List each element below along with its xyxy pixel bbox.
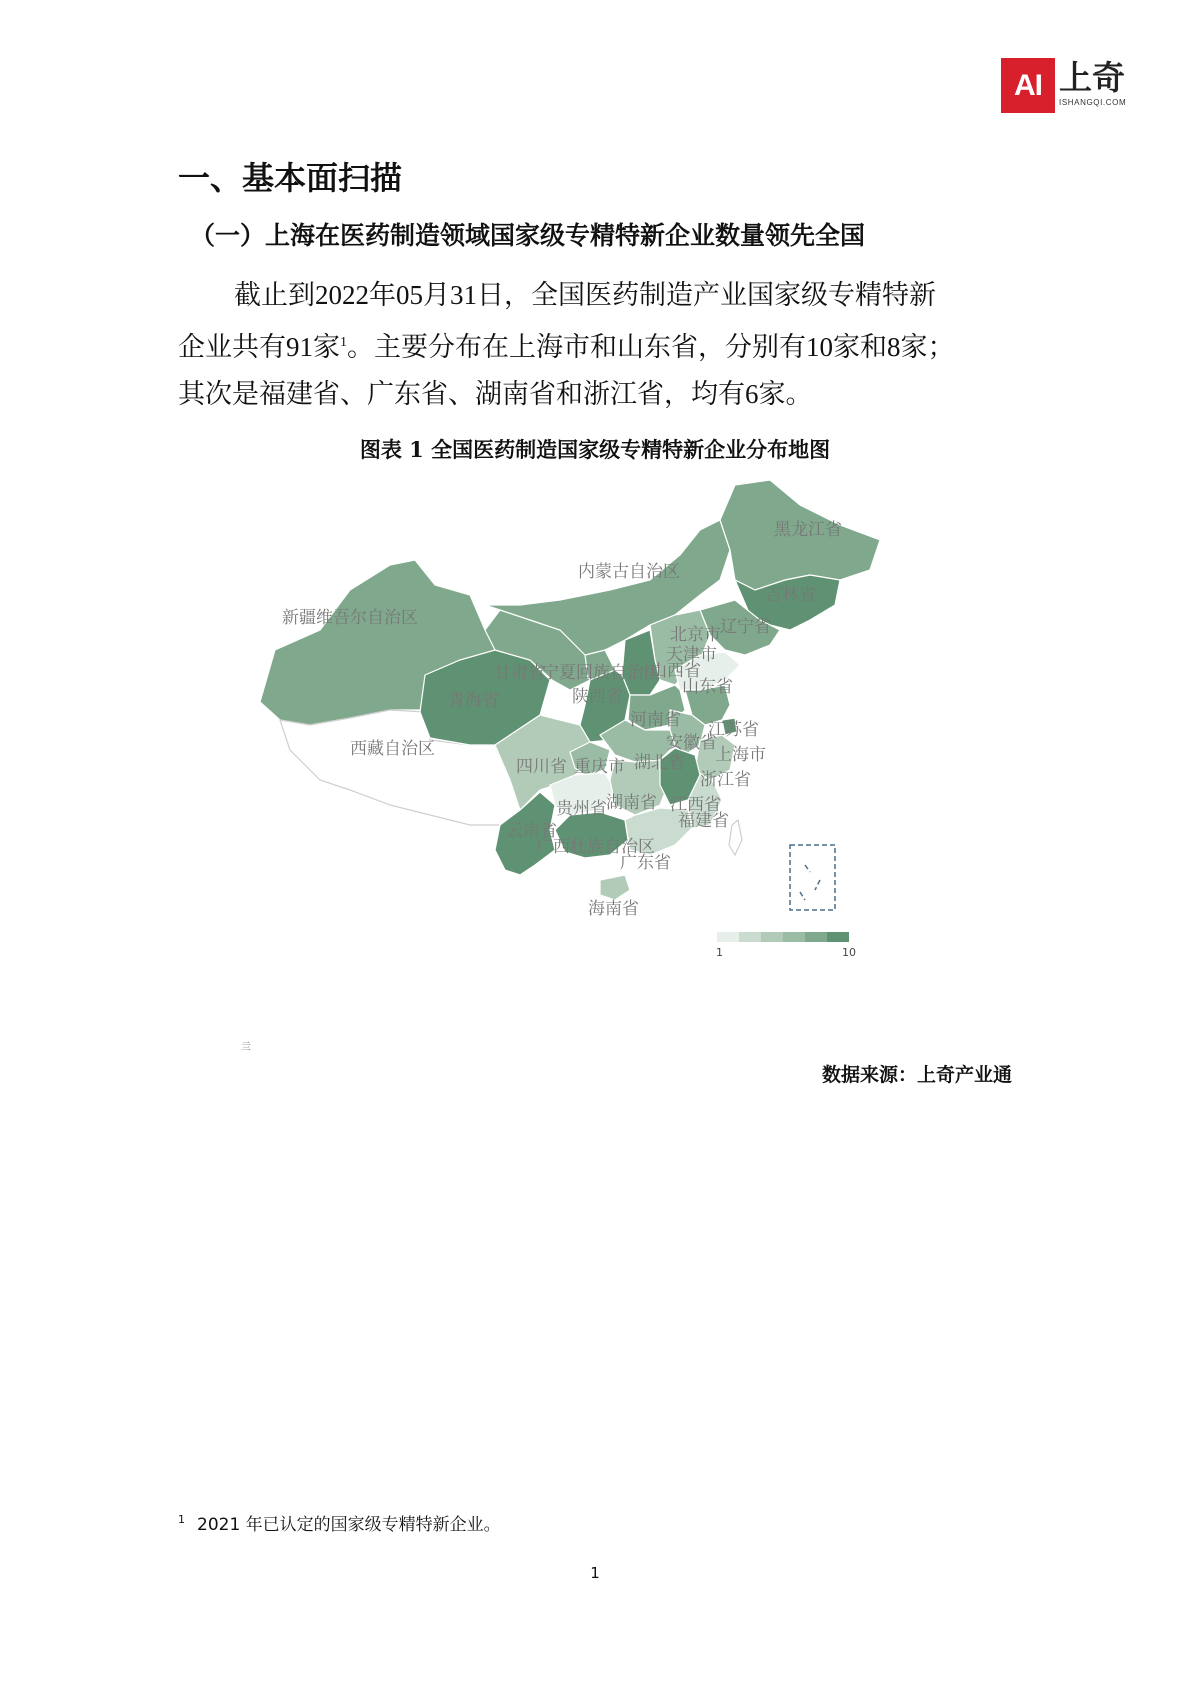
footnote-mark: 1 — [178, 1513, 185, 1527]
logo-mark: AI — [1001, 58, 1055, 113]
label-sichuan: 四川省 — [516, 757, 567, 777]
label-hubei: 湖北省 — [634, 753, 685, 773]
paragraph-line-2: 企业共有91家$^1$。主要分布在上海市和山东省，分别有10家和8家； — [178, 332, 955, 363]
label-zhejiang: 浙江省 — [700, 770, 751, 790]
region-taiwan — [729, 820, 742, 855]
label-ningxia: 宁夏回族自治区 — [542, 663, 661, 683]
footnote-ref[interactable]: 1 — [340, 335, 347, 350]
label-jiangxi: 江西省 — [670, 795, 721, 815]
label-chongqing: 重庆市 — [574, 757, 625, 777]
label-heilongjiang: 黑龙江省 — [774, 520, 842, 540]
label-qinghai: 青海省 — [448, 691, 499, 711]
footnote — [178, 1510, 501, 1535]
subsection-title: （一）上海在医药制造领域国家级专精特新企业数量领先全国 — [190, 221, 866, 250]
label-fujian: 福建省 — [678, 811, 729, 831]
label-beijing: 北京市 — [670, 625, 721, 645]
label-anhui: 安徽省 — [666, 733, 717, 753]
legend-min: 1 — [716, 946, 723, 959]
label-liaoning: 辽宁省 — [720, 617, 771, 637]
legend-max: 10 — [842, 946, 856, 959]
label-shanxi: 山西省 — [650, 661, 701, 681]
label-jiangsu: 江苏省 — [708, 720, 759, 740]
section-title: 一、基本面扫描 — [178, 159, 403, 197]
china-distribution-map — [230, 480, 930, 1040]
label-shaanxi: 陕西省 — [572, 687, 623, 707]
company-logo — [1001, 58, 1126, 114]
label-henan: 河南省 — [630, 710, 681, 730]
label-hunan: 湖南省 — [606, 793, 657, 813]
region-hainan — [600, 875, 630, 900]
south-china-sea-inset — [790, 845, 835, 910]
logo-url: ISHANGQI.COM — [1059, 98, 1127, 107]
label-guangdong: 广东省 — [620, 853, 671, 873]
paragraph-line-3: 其次是福建省、广东省、湖南省和浙江省，均有6家。 — [178, 379, 813, 410]
label-hainan: 海南省 — [588, 899, 639, 919]
page-number: 1 — [590, 1564, 600, 1582]
figure-caption: 图表 1 全国医药制造国家级专精特新企业分布地图 — [359, 437, 831, 462]
label-xizang: 西藏自治区 — [350, 739, 435, 759]
color-legend — [716, 932, 856, 959]
label-neimenggu: 内蒙古自治区 — [578, 562, 680, 582]
label-shanghai: 上海市 — [715, 745, 766, 765]
label-tianjin: 天津市 — [666, 645, 717, 665]
footnote-text: 2021 年已认定的国家级专精特新企业。 — [197, 1515, 501, 1535]
label-gansu: 甘肃省 — [494, 663, 545, 683]
paragraph-line-1: 截止到2022年05月31日，全国医药制造产业国家级专精特新 — [234, 280, 936, 311]
label-yunnan: 云南省 — [506, 821, 557, 841]
tiny-mark: 亖 — [241, 1042, 251, 1053]
label-guizhou: 贵州省 — [556, 799, 607, 819]
logo-name: 上奇 — [1059, 58, 1125, 97]
label-jilin: 吉林省 — [765, 585, 816, 605]
label-shandong: 山东省 — [682, 677, 733, 697]
label-guangxi: 广西壮族自治区 — [536, 837, 655, 857]
label-xinjiang: 新疆维吾尔自治区 — [282, 608, 418, 628]
source-note: 数据来源：上奇产业通 — [821, 1064, 1012, 1086]
body-paragraph — [178, 272, 1018, 418]
